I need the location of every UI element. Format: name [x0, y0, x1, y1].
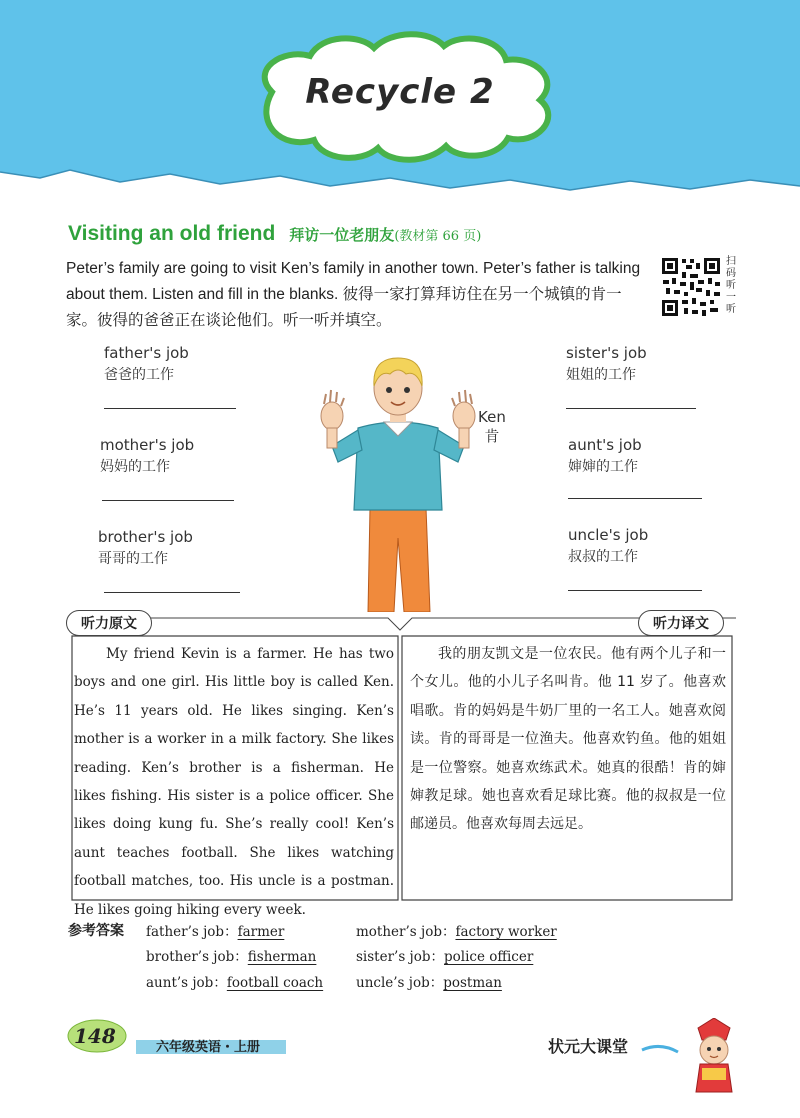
- answer-key: father’s job：: [146, 924, 238, 940]
- qr-label: 扫码听一听: [726, 256, 736, 315]
- father-job-en: father's job: [104, 344, 189, 362]
- brand-name: 状元大课堂: [548, 1037, 629, 1056]
- instruction-text: Peter’s family are going to visit Ken’s family in another town. Peter’s father is talking about them. Listen and fill in the blanks. 彼得一家打算拜访住在另一个城镇的肯一家。彼得的爸爸正在谈论他们。听一听并填空。: [66, 260, 641, 329]
- answer-key: aunt’s job：: [146, 975, 227, 991]
- section-title-cn: 拜访一位老朋友: [289, 226, 395, 244]
- answer-item: [356, 971, 502, 991]
- answer-item: [146, 971, 323, 991]
- footer-swoosh: [640, 1040, 680, 1060]
- mother-job-cn: 妈妈的工作: [100, 459, 170, 475]
- aunt-job-blank[interactable]: [568, 498, 702, 499]
- father-job-cn: 爸爸的工作: [104, 367, 174, 383]
- answer-value: farmer: [237, 924, 285, 940]
- mother-job: [100, 436, 194, 476]
- answer-key: uncle’s job：: [356, 975, 444, 991]
- uncle-job: [568, 526, 648, 566]
- section-heading: [68, 222, 481, 246]
- answer-value: football coach: [226, 975, 324, 991]
- sister-job: [566, 344, 647, 384]
- sister-job-en: sister's job: [566, 344, 647, 362]
- textbook-reference: (教材第 66 页): [394, 229, 482, 244]
- answer-key: mother’s job：: [356, 924, 456, 940]
- transcript-text: My friend Kevin is a farmer. He has two boys and one girl. His little boy is called Ken. He’s 11 years old. He likes singing. Ken’s mother is a worker in a milk factory. She likes reading. Ken’s brother is a fisherman. He likes fishing. His sister is a police officer. She likes doing kung fu. She’s really cool! Ken’s aunt teaches football. She likes watching football matches, too. His uncle is a postman. He likes going hiking every week.: [74, 646, 394, 918]
- uncle-job-en: uncle's job: [568, 526, 649, 544]
- qr-code-icon[interactable]: [660, 256, 722, 318]
- sister-job-cn: 姐姐的工作: [566, 367, 636, 383]
- sister-job-blank[interactable]: [566, 408, 696, 409]
- answer-value: postman: [443, 975, 502, 991]
- translation-tag: 听力译文: [638, 610, 724, 636]
- answer-value: factory worker: [455, 924, 557, 940]
- answer-value: police officer: [444, 949, 534, 965]
- answer-item: [146, 920, 284, 940]
- brother-job-cn: 哥哥的工作: [98, 551, 168, 567]
- page-number: 148: [74, 1024, 116, 1048]
- brother-job-en: brother's job: [98, 528, 193, 546]
- uncle-job-blank[interactable]: [568, 590, 702, 591]
- mother-job-blank[interactable]: [102, 500, 234, 501]
- ken-illustration: [318, 350, 478, 612]
- brother-job: [98, 528, 193, 568]
- brother-job-blank[interactable]: [104, 592, 240, 593]
- mascot-icon: [684, 1018, 744, 1100]
- aunt-job-cn: 婶婶的工作: [568, 459, 638, 475]
- answer-item: [146, 945, 316, 965]
- answer-item: [356, 920, 557, 940]
- father-job: [104, 344, 189, 384]
- page-title: Recycle 2: [305, 72, 495, 112]
- translation-text: 我的朋友凯文是一位农民。他有两个儿子和一个女儿。他的小儿子名叫肯。他 11 岁了。他喜欢唱歌。肯的妈妈是牛奶厂里的一名工人。她喜欢阅读。肯的哥哥是一位渔夫。他喜欢钓鱼。他的姐姐是一位警察。她喜欢练武术。她真的很酷！肯的婶婶教足球。她也喜欢看足球比赛。他的叔叔是一位邮递员。他喜欢每周去远足。: [410, 646, 726, 833]
- section-title-en: Visiting an old friend: [68, 222, 276, 245]
- answer-value: fisherman: [247, 949, 317, 965]
- uncle-job-cn: 叔叔的工作: [568, 549, 638, 565]
- aunt-job-en: aunt's job: [568, 436, 642, 454]
- ken-label: [478, 408, 506, 446]
- aunt-job: [568, 436, 642, 476]
- ken-name-en: Ken: [478, 408, 506, 426]
- answers-label: 参考答案: [68, 923, 124, 939]
- answer-key: brother’s job：: [146, 949, 248, 965]
- ken-name-cn: 肯: [484, 427, 500, 445]
- father-job-blank[interactable]: [104, 408, 236, 409]
- book-title: 六年级英语・上册: [156, 1040, 261, 1055]
- mother-job-en: mother's job: [100, 436, 195, 454]
- answer-key: sister’s job：: [356, 949, 445, 965]
- transcript-tag: 听力原文: [66, 610, 152, 636]
- answer-item: [356, 945, 533, 965]
